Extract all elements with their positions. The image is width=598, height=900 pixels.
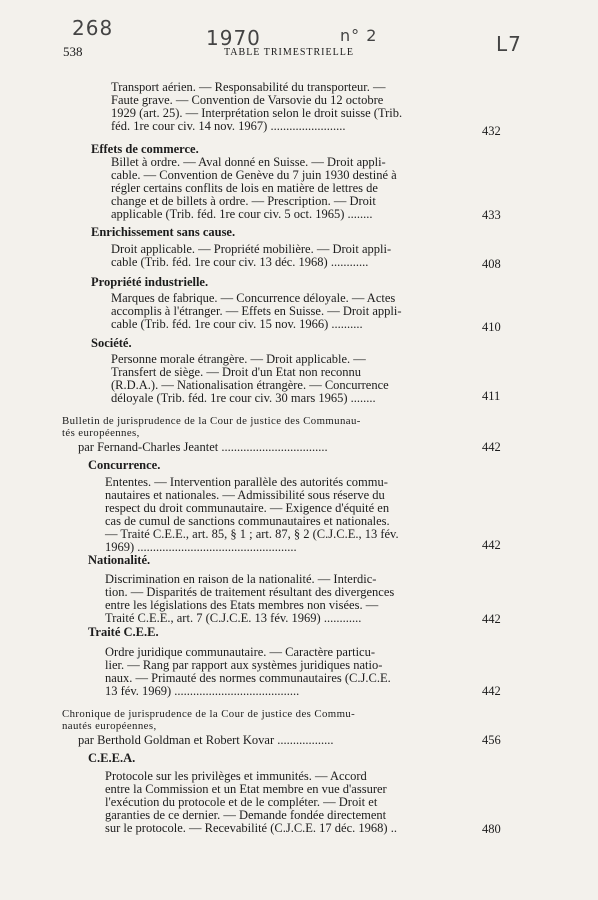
page-reference: 480 bbox=[482, 822, 501, 836]
section-heading: Nationalité. bbox=[88, 553, 151, 567]
entry-text: Ordre juridique communautaire. — Caractère particu- lier. — Rang par rapport aux systèmes juridiques natio- naux. — Primauté des normes communautaires (C.J.C.E. 13 fév. 1969) ........................................ bbox=[105, 645, 391, 698]
page-reference: 433 bbox=[482, 208, 501, 222]
page-reference: 442 bbox=[482, 538, 501, 552]
section-heading: C.E.E.A. bbox=[88, 751, 136, 765]
section-heading: Propriété industrielle. bbox=[91, 275, 209, 289]
bulletin-author: par Fernand-Charles Jeantet .................................. bbox=[78, 440, 328, 454]
bulletin-title: Bulletin de jurisprudence de la Cour de justice des Communau- tés européennes, bbox=[62, 415, 361, 439]
section-heading: Effets de commerce. bbox=[91, 142, 199, 156]
page-reference: 410 bbox=[482, 320, 501, 334]
running-title: TABLE TRIMESTRIELLE bbox=[224, 47, 354, 58]
section-heading: Traité C.E.E. bbox=[88, 625, 159, 639]
handwritten-reference: L7 bbox=[496, 32, 522, 56]
section-heading: Concurrence. bbox=[88, 458, 161, 472]
handwritten-year: 1970 bbox=[206, 26, 261, 50]
entry-text: Ententes. — Intervention parallèle des autorités commu- nautaires et nationales. — Admissibilité sous réserve du respect du droit communautaire. — Exigence d'équité en cas de cumul de sanctions communautaires et nationales. — Traité C.E.E., art. 85, § 1 ; art. 87, § 2 (C.J.C.E., 13 fév. 1969) ................................................... bbox=[105, 475, 399, 554]
page-reference: 442 bbox=[482, 440, 501, 454]
entry-text: Marques de fabrique. — Concurrence déloyale. — Actes accomplis à l'étranger. — Effets en Suisse. — Droit appli- cable (Trib. féd. 1re cour civ. 15 nov. 1966) .......... bbox=[111, 291, 402, 331]
entry-text: Protocole sur les privilèges et immunités. — Accord entre la Commission et un Etat membre en vue d'assurer l'exécution du protocole et de le compléter. — Droit et garanties de ce dernier. — Demande fondée directement sur le protocole. — Recevabilité (C.J.C.E. 17 déc. 1968) .. bbox=[105, 769, 397, 835]
chronique-authors: par Berthold Goldman et Robert Kovar .................. bbox=[78, 733, 334, 747]
page-reference: 408 bbox=[482, 257, 501, 271]
section-heading: Enrichissement sans cause. bbox=[91, 225, 236, 239]
page-reference: 411 bbox=[482, 389, 501, 403]
entry-text: Transport aérien. — Responsabilité du transporteur. — Faute grave. — Convention de Varsovie du 12 octobre 1929 (art. 25). — Interprétation selon le droit suisse (Trib. féd. 1re cour civ. 14 nov. 1967) ........................ bbox=[111, 80, 403, 133]
handwritten-issue: n° 2 bbox=[340, 26, 378, 45]
entry-text: Droit applicable. — Propriété mobilière. — Droit appli- cable (Trib. féd. 1re cour civ. 13 déc. 1968) ............ bbox=[111, 242, 392, 269]
page-reference: 442 bbox=[482, 612, 501, 626]
handwritten-number: 268 bbox=[72, 16, 114, 40]
page-reference: 442 bbox=[482, 684, 501, 698]
entry-text: Discrimination en raison de la nationalité. — Interdic- tion. — Disparités de traitement résultant des divergences entre les législations des Etats membres non visées. — Traité C.E.E., art. 7 (C.J.C.E. 13 fév. 1969) ............ bbox=[105, 572, 395, 625]
entry-text: Personne morale étrangère. — Droit applicable. — Transfert de siège. — Droit d'un Etat non reconnu (R.D.A.). — Nationalisation étrangère. — Concurrence déloyale (Trib. féd. 1re cour civ. 30 mars 1965) ........ bbox=[111, 352, 389, 405]
entry-text: Billet à ordre. — Aval donné en Suisse. — Droit appli- cable. — Convention de Genève du 7 juin 1930 destiné à régler certains conflits de lois en matière de lettres de change et de billets à ordre. — Prescription. — Droit applicable (Trib. féd. 1re cour civ. 5 oct. 1965) ........ bbox=[111, 155, 397, 221]
page-reference: 432 bbox=[482, 124, 501, 138]
section-heading: Société. bbox=[91, 336, 132, 350]
page-number: 538 bbox=[63, 44, 83, 59]
page-reference: 456 bbox=[482, 733, 501, 747]
chronique-title: Chronique de jurisprudence de la Cour de justice des Commu- nautés européennes, bbox=[62, 708, 356, 732]
